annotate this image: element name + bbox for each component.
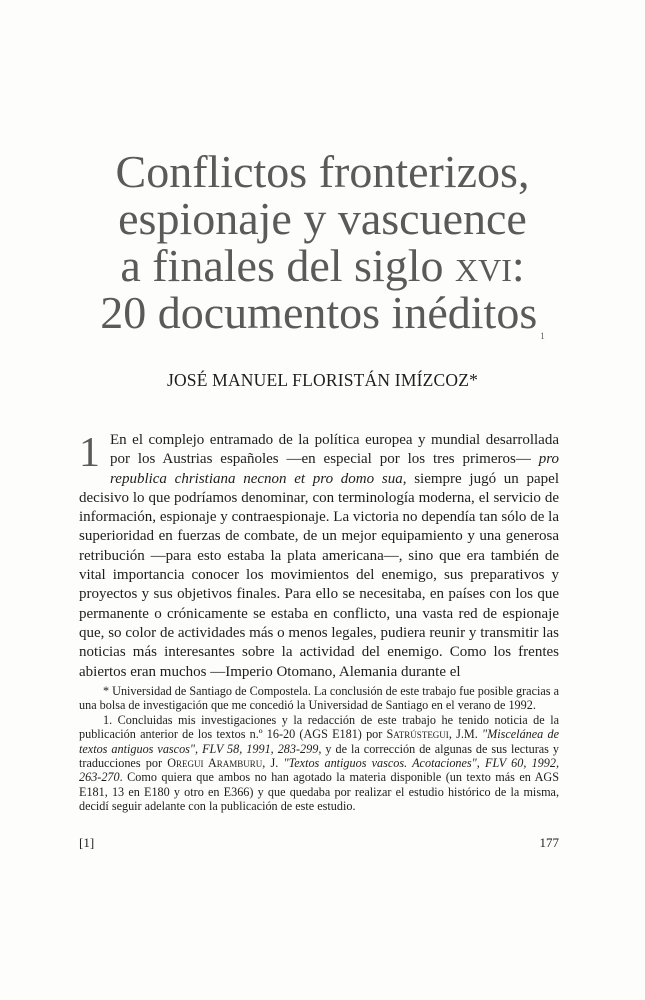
title-line-4 bbox=[70, 287, 575, 341]
title-line-3-text: a finales del siglo bbox=[120, 240, 456, 291]
footnote-1-text-c: , y de la corrección de algunas de sus lecturas y traducciones por bbox=[79, 741, 559, 771]
footnote-1-ref-1: "Miscelánea de textos antiguos vascos", FLV 58, 1991, 283-299 bbox=[79, 727, 559, 756]
title-line-4-text: 20 documentos inéditos bbox=[100, 287, 538, 338]
body-text-1: En el complejo entramado de la política europea y mundial desarrollada por los Austrias españoles —en especial por los tres primeros— bbox=[110, 432, 559, 468]
title-line-2: espionaje y vascuence bbox=[118, 193, 527, 244]
title-line-3-colon: : bbox=[511, 240, 525, 291]
page-number: 177 bbox=[539, 835, 559, 850]
footnote-1-author-2: Oregui Aramburu bbox=[167, 756, 263, 771]
footnote-1-ref-2: "Textos antiguos vascos. Acotaciones", FLV 60, 1992, 263-270 bbox=[79, 756, 560, 785]
author-name: JOSÉ MANUEL FLORISTÁN IMÍZCOZ* bbox=[166, 370, 479, 390]
footnote-1-text-d: , J. bbox=[262, 756, 284, 771]
footnote-1-author-1: Satrústegui bbox=[386, 727, 449, 742]
footnote-affiliation: * Universidad de Santiago de Compostela. La conclusión de este trabajo fue posible gracias a una bolsa de investigación que me concedió la Universidad de Santiago en el verano de 1992. bbox=[79, 684, 559, 713]
title-footnote-ref[interactable]: 1 bbox=[540, 331, 545, 341]
footnote-1-text-e: . Como quiera que ambos no han agotado la materia disponible (un texto más en AGS E181, 13 en E180 y otro en E366) y que quedaba por realizar el estudio histórico de la misma, decidí seguir adelante con la publicación de este estudio. bbox=[79, 770, 559, 814]
title-century-numeral: xvi bbox=[455, 240, 512, 291]
article-title bbox=[70, 146, 575, 341]
footnote-1-text-a: 1. Concluidas mis investigaciones y la redacción de este trabajo he tenido noticia de la publicación anterior de los textos n.º 16-20 (AGS E181) por bbox=[79, 712, 559, 742]
footnote-1 bbox=[79, 713, 559, 814]
folio-section-marker: [1] bbox=[79, 835, 95, 850]
footnote-1-text-b: , J.M. bbox=[448, 727, 482, 742]
body-latin-phrase: pro republica christiana necnon et pro domo sua bbox=[110, 451, 559, 487]
footnotes bbox=[79, 684, 559, 814]
section-number: 1 bbox=[79, 430, 100, 476]
body-text-2: , siempre jugó un papel decisivo lo que podríamos denominar, con terminología moderna, el servicio de información, espionaje y contraespionaje. La victoria no dependía tan sólo de la superioridad en fuerzas de combate, de un mejor equipamiento y una generosa retribución —para esto estaba la plata americana—, sino que era también de vital importancia conocer los movimientos del enemigo, sus preparativos y proyectos y sus objetivos finales. Para ello se necesitaba, en países con los que permanente o crónicamente se estaba en conflicto, una vasta red de espionaje que, so color de actividades más o menos legales, pudiera reunir y transmitir las noticias más interesantes sobre la actividad del enemigo. Como los frentes abiertos eran muchos —Imperio Otomano, Alemania durante el bbox=[79, 470, 560, 680]
title-line-1: Conflictos fronterizos, bbox=[115, 146, 530, 197]
title-line-3 bbox=[70, 242, 575, 289]
body-paragraph bbox=[79, 431, 559, 682]
